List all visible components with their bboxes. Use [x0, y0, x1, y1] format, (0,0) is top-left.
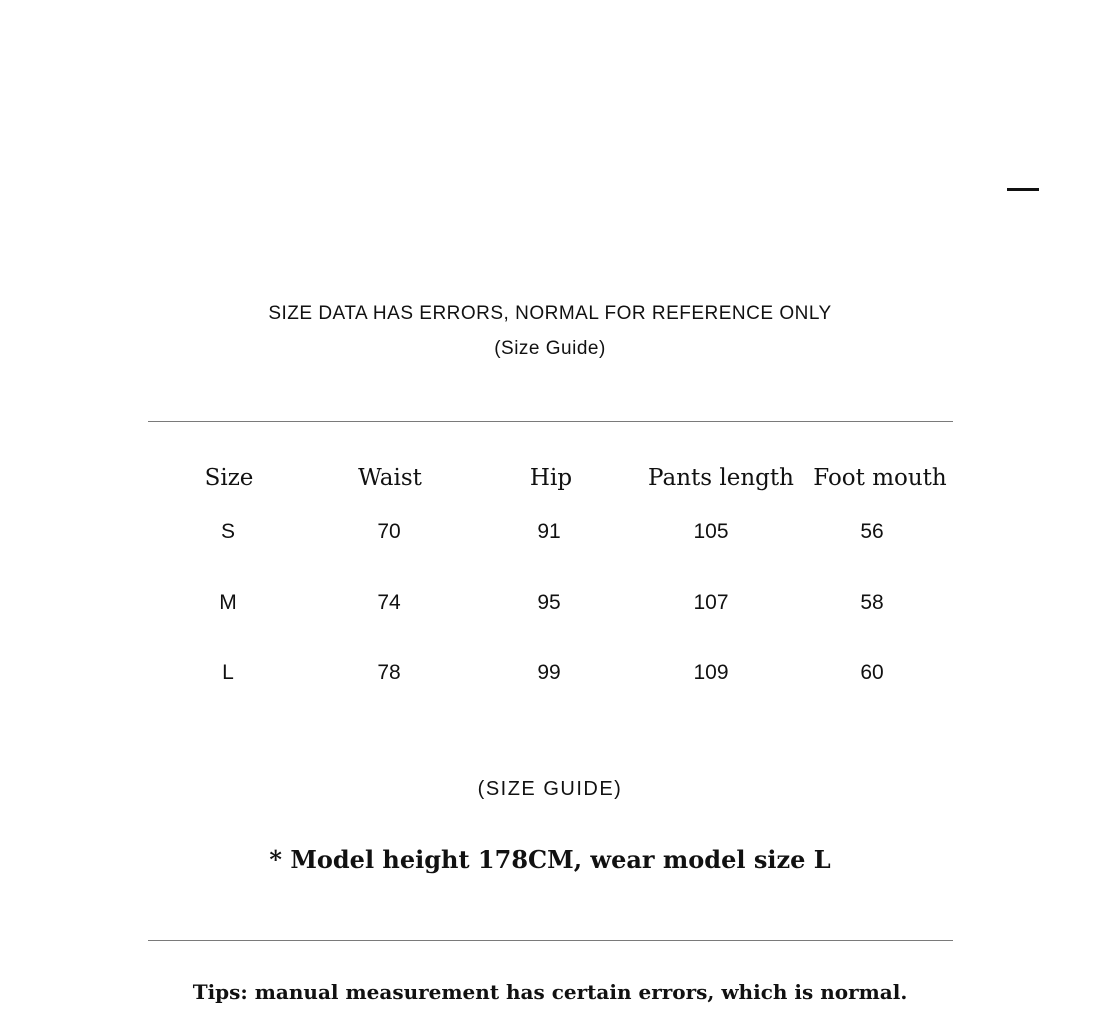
cell-waist: 70 [377, 520, 401, 543]
cell-foot-mouth: 56 [860, 520, 884, 543]
cell-pants-length: 107 [693, 591, 729, 614]
cell-hip: 91 [537, 520, 561, 543]
top-divider [148, 421, 953, 422]
dash-mark [1007, 188, 1039, 191]
header-size: Size [204, 465, 254, 491]
cell-foot-mouth: 58 [860, 591, 884, 614]
cell-size: S [220, 520, 235, 543]
cell-size: M [219, 591, 237, 614]
cell-size: L [222, 661, 234, 684]
cell-waist: 78 [377, 661, 401, 684]
cell-pants-length: 105 [693, 520, 729, 543]
model-note: * Model height 178CM, wear model size L [269, 845, 831, 874]
header-waist: Waist [358, 465, 422, 491]
disclaimer-heading: SIZE DATA HAS ERRORS, NORMAL FOR REFERENCE ONLY [268, 303, 832, 324]
header-foot-mouth: Foot mouth [813, 465, 947, 491]
size-guide-label: (SIZE GUIDE) [477, 778, 623, 800]
cell-hip: 99 [537, 661, 561, 684]
tips-text: Tips: manual measurement has certain errors, which is normal. [192, 980, 908, 1004]
cell-waist: 74 [377, 591, 401, 614]
cell-foot-mouth: 60 [860, 661, 884, 684]
cell-pants-length: 109 [693, 661, 729, 684]
size-guide-subtitle: (Size Guide) [494, 338, 606, 359]
cell-hip: 95 [537, 591, 561, 614]
bottom-divider [148, 940, 953, 941]
header-hip: Hip [529, 465, 573, 491]
header-pants-length: Pants length [648, 465, 794, 491]
